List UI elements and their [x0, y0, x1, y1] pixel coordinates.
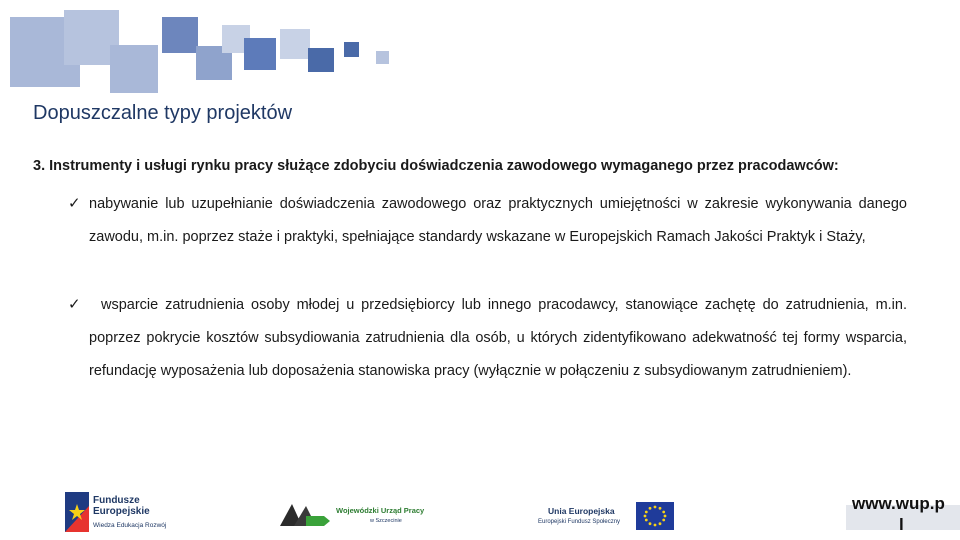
wup-logo	[280, 500, 430, 530]
eu-logo	[538, 502, 678, 532]
slide-title: Dopuszczalne typy projektów	[33, 102, 293, 124]
deco-square	[308, 48, 334, 72]
logo-text: Fundusze	[93, 495, 140, 506]
deco-square	[110, 45, 158, 93]
eu-flag-icon	[636, 502, 674, 530]
website-url: www.wup.p	[852, 494, 945, 513]
deco-square	[244, 38, 276, 70]
logo-text: Wojewódzki Urząd Pracy	[336, 506, 425, 515]
checkmark-icon: ✓	[68, 296, 81, 313]
logo-text: Europejskie	[93, 506, 150, 517]
bullet-text: wsparcie zatrudnienia osoby młodej u przedsiębiorcy lub innego pracodawcy, stanowiące zachętę do zatrudnienia, m.in. poprzez pokrycie kosztów subsydiowania zatrudnienia dla osób, u których zidentyfikowano adekwatność tej formy wsparcia, refundację wyposażenia lub doposażenia stanowiska pracy (wyłącznie w połączeniu z subsydiowanym zatrudnieniem).	[89, 297, 907, 379]
website-url-continued: l	[899, 515, 904, 534]
deco-square	[344, 42, 359, 57]
fe-star-icon	[65, 492, 89, 532]
deco-square	[162, 17, 198, 53]
deco-square	[376, 51, 389, 64]
logo-text: Wiedza Edukacja Rozwój	[93, 522, 167, 529]
deco-square	[280, 29, 310, 59]
bullet-text: nabywanie lub uzupełnianie doświadczenia zawodowego oraz praktycznych umiejętności w zakresie wykonywania danego zawodu, m.in. poprzez staże i praktyki, spełniające standardy wskazane w Europejskich Ramach Jakości Praktyk i Staży,	[89, 196, 907, 245]
logo-text: Unia Europejska	[548, 506, 615, 516]
checkmark-icon: ✓	[68, 195, 81, 212]
logo-text: w Szczecinie	[370, 518, 402, 524]
section-heading: 3. Instrumenty i usługi rynku pracy służące zdobyciu doświadczenia zawodowego wymaganego przez pracodawców:	[33, 158, 839, 174]
wup-emblem-icon	[280, 500, 330, 528]
fundusze-europejskie-logo	[65, 492, 180, 534]
logo-text: Europejski Fundusz Społeczny	[538, 519, 621, 525]
